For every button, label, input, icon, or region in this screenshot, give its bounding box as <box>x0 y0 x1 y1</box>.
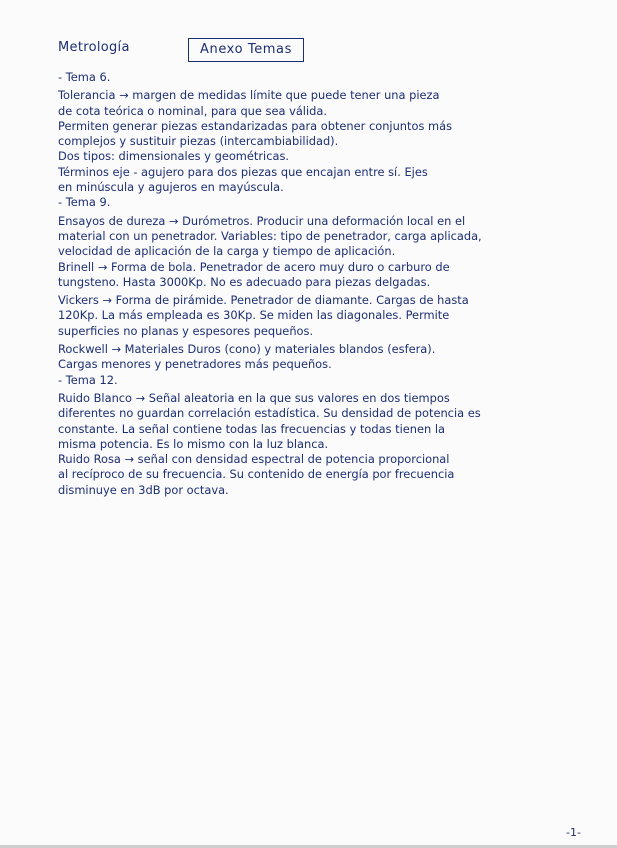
note-line: Permiten generar piezas estandarizadas para obtener conjuntos más <box>58 118 453 133</box>
annex-title-box: Anexo Temas <box>188 38 304 62</box>
note-line: complejos y sustituir piezas (intercambiabilidad). <box>58 134 339 149</box>
note-line: Cargas menores y penetradores más pequeños. <box>58 357 332 372</box>
note-line: Ruido Blanco → Señal aleatoria en la que sus valores en dos tiempos <box>58 390 450 405</box>
note-line: Ruido Rosa → señal con densidad espectral de potencia proporcional <box>58 452 450 467</box>
note-line: en minúscula y agujeros en mayúscula. <box>58 180 284 195</box>
note-line: 120Kp. La más empleada es 30Kp. Se miden las diagonales. Permite <box>58 308 450 323</box>
note-line: velocidad de aplicación de la carga y tiempo de aplicación. <box>58 244 396 259</box>
note-line: superficies no planas y espesores pequeños. <box>58 323 314 338</box>
note-line: diferentes no guardan correlación estadística. Su densidad de potencia es <box>58 406 481 421</box>
note-line: Rockwell → Materiales Duros (cono) y materiales blandos (esfera). <box>58 342 436 357</box>
note-line: Dos tipos: dimensionales y geométricas. <box>58 149 290 164</box>
note-line: material con un penetrador. Variables: tipo de penetrador, carga aplicada, <box>58 228 482 243</box>
handwritten-notes <box>58 70 588 498</box>
note-line: tungsteno. Hasta 3000Kp. No es adecuado para piezas delgadas. <box>58 274 431 289</box>
note-line: Vickers → Forma de pirámide. Penetrador de diamante. Cargas de hasta <box>58 293 469 308</box>
note-line: Términos eje - agujero para dos piezas que encajan entre sí. Ejes <box>58 164 428 179</box>
note-line: constante. La señal contiene todas las frecuencias y todas tienen la <box>58 421 446 436</box>
note-line: Brinell → Forma de bola. Penetrador de acero muy duro o carburo de <box>58 259 450 274</box>
note-line: misma potencia. Es lo mismo con la luz blanca. <box>58 436 329 451</box>
subject-title: Metrología <box>58 40 130 55</box>
topic-heading-6: - Tema 6. <box>58 70 111 84</box>
topic-heading-9: - Tema 9. <box>58 195 111 210</box>
note-line: Tolerancia → margen de medidas límite que puede tener una pieza <box>58 88 440 103</box>
note-line: Ensayos de dureza → Durómetros. Producir una deformación local en el <box>58 213 466 228</box>
note-line: disminuye en 3dB por octava. <box>58 482 229 497</box>
note-line: al recíproco de su frecuencia. Su contenido de energía por frecuencia <box>58 467 455 482</box>
topic-heading-12: - Tema 12. <box>58 372 118 387</box>
note-line: de cota teórica o nominal, para que sea válida. <box>58 103 327 118</box>
page-number: -1- <box>566 826 581 839</box>
